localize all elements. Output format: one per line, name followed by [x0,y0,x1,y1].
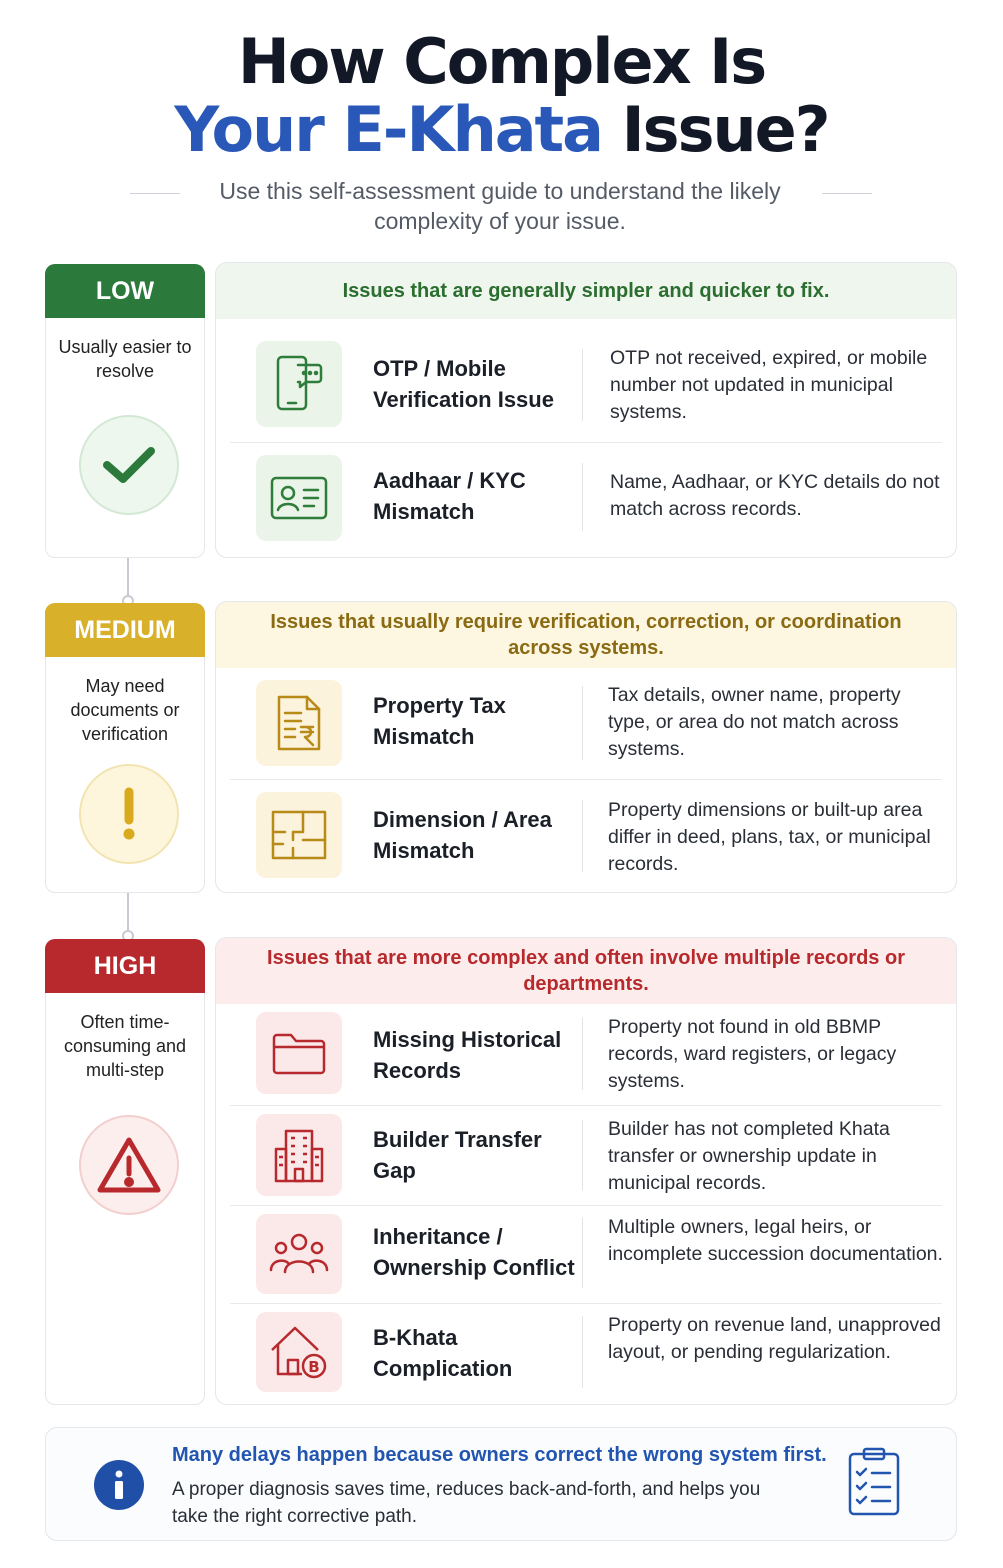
level-card-medium [45,603,205,893]
checklist-icon [846,1446,902,1523]
level-label-high: HIGH [45,939,205,993]
row-divider [582,349,583,421]
row-divider [582,686,583,760]
row-divider [582,1316,583,1388]
row-divider [582,800,583,872]
info-body: A proper diagnosis saves time, reduces back-and-forth, and helps you take the right corrective path. [172,1479,761,1527]
issue-row [230,443,942,555]
issue-name: B-Khata Complication [373,1325,513,1381]
house-b-icon [256,1312,342,1392]
exclamation-icon [79,764,179,864]
issue-description: OTP not received, expired, or mobile number not updated in municipal systems. [610,347,928,423]
level-label-medium: MEDIUM [45,603,205,657]
level-header-medium: Issues that usually require verification, correction, or coordination across systems. [216,602,956,668]
issue-name: Inheritance / Ownership Conflict [373,1224,575,1280]
issue-description: Builder has not completed Khata transfer or ownership update in municipal records. [608,1118,890,1194]
issue-description: Property not found in old BBMP records, ward registers, or legacy systems. [608,1016,897,1092]
level-description-low: Usually easier to resolve [58,337,192,381]
title-line-1: How Complex Is [237,25,766,98]
building-icon [256,1114,342,1196]
issue-name: Dimension / Area Mismatch [373,807,552,863]
info-icon [94,1460,144,1510]
tax-document-icon [256,680,342,766]
page-title [0,25,1003,166]
level-header-high: Issues that are more complex and often involve multiple records or departments. [216,938,956,1004]
level-label-low: LOW [45,264,205,318]
row-divider [582,1018,583,1090]
issue-description: Tax details, owner name, property type, or area do not match across systems. [608,684,901,760]
issue-name: Missing Historical Records [373,1027,562,1083]
issue-name: OTP / Mobile Verification Issue [373,356,554,412]
issue-row [230,780,942,892]
issue-name: Property Tax Mismatch [373,693,506,749]
issue-name: Builder Transfer Gap [373,1127,542,1183]
level-card-high [45,939,205,1405]
row-divider [582,463,583,531]
level-panel-medium [215,601,957,893]
row-divider [582,1120,583,1190]
issue-row [230,1304,942,1404]
issue-name: Aadhaar / KYC Mismatch [373,468,526,524]
issue-description: Multiple owners, legal heirs, or incomplete succession documentation. [608,1216,943,1265]
row-divider [582,1218,583,1288]
issue-description: Name, Aadhaar, or KYC details do not match across records. [610,471,940,520]
level-header-low: Issues that are generally simpler and quicker to fix. [216,263,956,319]
title-accent: Your E-Khata [174,93,603,166]
issue-description: Property dimensions or built-up area differ in deed, plans, tax, or municipal records. [608,799,931,875]
check-icon [79,415,179,515]
id-card-icon [256,455,342,541]
level-description-high: Often time-consuming and multi-step [63,1012,187,1080]
mobile-chat-icon [256,341,342,427]
page-subtitle: Use this self-assessment guide to understand the likely complexity of your issue. [219,178,781,234]
subtitle-rule-right [822,193,872,194]
level-panel-low [215,262,957,558]
level-card-low [45,264,205,558]
warning-icon [79,1115,179,1215]
issue-row [230,1206,942,1304]
info-callout [45,1427,957,1541]
issue-description: Property on revenue land, unapproved layout, or pending regularization. [608,1314,941,1363]
issue-row [230,668,942,780]
level-description-medium: May need documents or verification [70,676,180,744]
svg-text:B: B [308,1358,320,1376]
floor-plan-icon [256,792,342,878]
level-panel-high [215,937,957,1405]
title-rest: Issue? [602,93,829,166]
people-icon [256,1214,342,1294]
title-line-2 [0,93,1003,166]
issue-row [230,1106,942,1206]
info-headline: Many delays happen because owners correct the wrong system first. [172,1444,827,1466]
issue-row [230,1004,942,1106]
issue-row [230,329,942,443]
subtitle-rule-left [130,193,180,194]
folder-icon [256,1012,342,1094]
